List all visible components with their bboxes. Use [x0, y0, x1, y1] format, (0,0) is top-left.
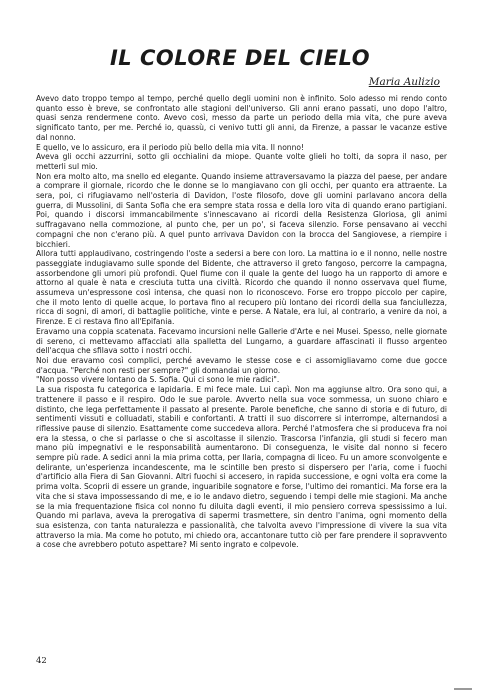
paragraph: Aveva gli occhi azzurrini, sotto gli occhialini da miope. Quante volte glieli ho tolti, da sopra il naso, per metterli sul mio.	[36, 152, 447, 171]
paragraph: Noi due eravamo così complici, perché avevamo le stesse cose e ci assomigliavamo come due gocce d'acqua. "Perché non resti per sempre?" gli domandai un giorno.	[36, 355, 447, 375]
page-number: 42	[36, 656, 47, 666]
paragraph: La sua risposta fu categorica e lapidaria. E mi fece male. Lui capì. Non ma aggiunse altro. Ora sono qui, a trattenere il passo e il respiro. Odo le sue parole. Avverto nella sua voce sommessa, un suono chiaro e distinto, che lega perfettamente il passato al presente. Parole benefiche, che sanno di storia e di futuro, di sentimenti vissuti e colluadati, stabili e confortanti. A tratti il suo discorrere si interrompe, alternandosi a riflessive pause di silenzio. Esattamente come succedeva allora. Perché l'atmosfera che si produceva fra noi era la stessa, o che si parlasse o che si ascoltasse il silenzio. Trascorsa l'infanzia, gli studi si fecero man mano più impegnativi e le responsabilità aumentarono. Di conseguenza, le visite dal nonno si fecero sempre più rade. A sedici anni la mia prima cotta, per Ilaria, compagna di liceo. Fu un amore sconvolgente e delirante, un'esperienza incandescente, ma le scintille ben presto si dispersero per l'aria, come i fuochi d'artificio alla Fiera di San Giovanni. Altri fuochi si accesero, in rapida successione, e ogni volta era come la prima volta. Scoprii di essere un grande, inguaribile sognatore e forse, l'ultimo dei romantici. Ma forse era la vita che si stava impossessando di me, e io le andavo dietro, seguendo i tempi delle mie stagioni. Ma anche se la mia frequentazione fisica col nonno fu diluita dagli eventi, il mio pensiero correva spessissimo a lui. Quando mi parlava, aveva la prerogativa di sapermi trasmettere, sin dentro l'anima, ogni momento della sua esistenza, con tanta naturalezza e passionalità, che talvolta avevo l'impressione di vivere la sua vita attraverso la mia. Ma come ho potuto, mi chiedo ora, accantonare tutto ciò per fare prendere il sopravvento a cose che avrebbero potuto aspettare? Mi sento ingrato e colpevole.	[36, 385, 447, 550]
paragraph: Non era molto alto, ma snello ed elegante. Quando insieme attraversavamo la piazza del paese, per andare a comprare il giornale, ricordo che le donne se lo mangiavano con gli occhi, per quanto era attraente. La sera, poi, ci rifugiavamo nell'osteria di Davidon, l'oste filosofo, dove gli uomini parlavano ancora della guerra, di Mussolini, di Santa Sofia che era sempre stata rossa e della loro vita di quando erano partigiani. Poi, quando i discorsi immancabilmente s'innescavano ai ricordi della Resistenza Gloriosa, gli animi suffragavano nella commozione, al punto che, per un po', si faceva silenzio. Forse pensavano ai vecchi compagni che non c'erano più. A quel punto arrivava Davidon con la brocca del Sangiovese, a riempire i bicchieri.	[36, 171, 447, 249]
author-name: Maria Aulizio	[368, 76, 440, 88]
paragraph: Allora tutti applaudivano, costringendo l'oste a sedersi a bere con loro. La mattina io e il nonno, nelle nostre passeggiate indugiavamo sulle sponde del Bidente, che attraverso il greto fangoso, percorre la campagna, assorbendone gli umori più profondi. Quel fiume con il quale la gente del luogo ha un rapporto di amore e attorno al quale è nata e cresciuta tutta una civiltà. Ricordo che quando il nonno osservava quel fiume, assumeva un'espressone così intensa, che quasi non lo riconoscevo. Forse ero troppo piccolo per capire, che il moto lento di quelle acque, lo portava fino al recupero più lontano dei ricordi della sua fanciullezza, ricca di sogni, di amori, di battaglie politiche, vinte e perse. A Natale, era lui, al contrario, a venire da noi, a Firenze. E ci restava fino all'Epifania.	[36, 249, 447, 327]
paragraph: Eravamo una coppia scatenata. Facevamo incursioni nelle Gallerie d'Arte e nei Musei. Spesso, nelle giornate di sereno, ci mettevamo affacciati alla spalletta del Lungarno, a guardare affascinati il flusso argenteo dell'acqua che sfilava sotto i nostri occhi.	[36, 326, 447, 356]
paragraph: E quello, ve lo assicuro, era il periodo più bello della mia vita. Il nonno!	[36, 142, 305, 152]
paragraph: Avevo dato troppo tempo al tempo, perché quello degli uomini non è infinito. Solo adesso mi rendo conto quanto esso è breve, se confrontato alle stagioni dell'universo. Gli anni erano passati, uno dopo l'altro, quasi senza rendermene conto. Avevo così, messo da parte un periodo della mia vita, che pure aveva significato tanto, per me. Perché io, quassù, ci venivo tutti gli anni, da Firenze, a passar le vacanze estive dal nonno.	[36, 94, 447, 142]
paragraph: "Non posso vivere lontano da S. Sofia. Qui ci sono le mie radici".	[36, 375, 280, 385]
page-title: IL COLORE DEL CIELO	[109, 46, 371, 70]
article-body	[36, 94, 447, 550]
scan-mark-icon	[454, 687, 472, 691]
